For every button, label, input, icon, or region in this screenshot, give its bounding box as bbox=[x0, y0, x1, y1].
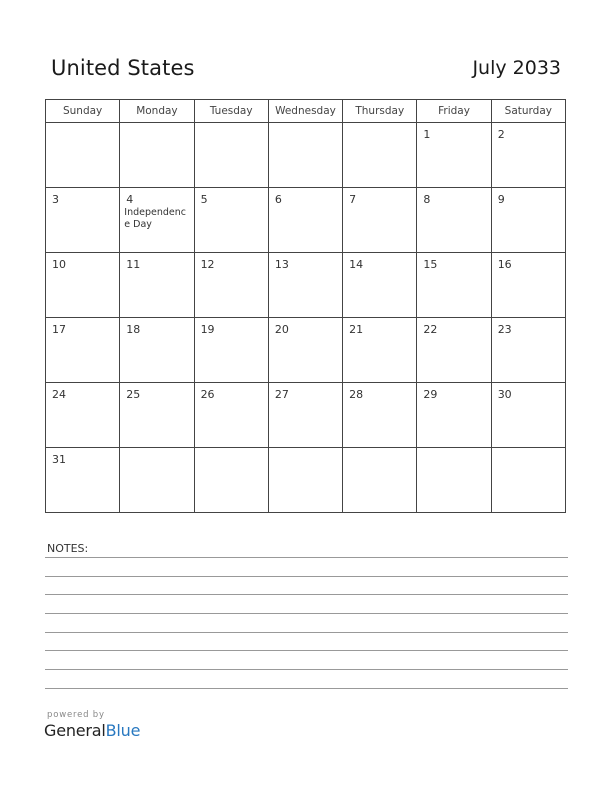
calendar-day-cell bbox=[491, 383, 565, 448]
calendar-day-cell bbox=[268, 448, 342, 513]
calendar-day-cell bbox=[46, 188, 120, 253]
day-number: 23 bbox=[497, 323, 512, 336]
calendar-day-cell bbox=[194, 318, 268, 383]
generalblue-logo[interactable] bbox=[44, 721, 140, 740]
calendar-week-row bbox=[46, 188, 566, 253]
calendar-day-cell bbox=[343, 123, 417, 188]
calendar-day-cell bbox=[268, 383, 342, 448]
day-number: 12 bbox=[200, 258, 215, 271]
calendar-week-row bbox=[46, 253, 566, 318]
calendar-day-cell bbox=[46, 448, 120, 513]
calendar-day-cell bbox=[120, 318, 194, 383]
day-number: 6 bbox=[274, 193, 282, 206]
calendar-day-cell bbox=[417, 318, 491, 383]
calendar-day-cell bbox=[46, 318, 120, 383]
calendar-day-cell bbox=[120, 188, 194, 253]
calendar-day-cell bbox=[268, 188, 342, 253]
calendar-day-cell bbox=[120, 383, 194, 448]
calendar-day-cell bbox=[194, 123, 268, 188]
calendar-day-cell bbox=[194, 253, 268, 318]
day-number: 31 bbox=[52, 453, 66, 466]
day-number: 27 bbox=[274, 388, 289, 401]
weekday-header-row bbox=[46, 100, 566, 123]
weekday-header: Sunday bbox=[46, 100, 120, 123]
calendar-day-cell bbox=[343, 253, 417, 318]
day-number: 17 bbox=[52, 323, 66, 336]
calendar-day-cell bbox=[417, 448, 491, 513]
calendar-grid bbox=[45, 99, 566, 513]
weekday-header: Monday bbox=[120, 100, 194, 123]
notes-label: NOTES: bbox=[47, 542, 89, 555]
note-line bbox=[45, 669, 568, 670]
calendar-day-cell bbox=[417, 383, 491, 448]
weekday-header: Tuesday bbox=[194, 100, 268, 123]
powered-by-label: powered by bbox=[47, 710, 105, 720]
weekday-header: Friday bbox=[417, 100, 491, 123]
calendar-day-cell bbox=[417, 253, 491, 318]
day-number: 18 bbox=[126, 323, 141, 336]
calendar-day-cell bbox=[343, 318, 417, 383]
day-number: 15 bbox=[423, 258, 438, 271]
calendar-day-cell bbox=[268, 318, 342, 383]
calendar-week-row bbox=[46, 123, 566, 188]
day-number: 13 bbox=[274, 258, 289, 271]
weekday-header: Thursday bbox=[343, 100, 417, 123]
day-number: 9 bbox=[497, 193, 505, 206]
weekday-header: Wednesday bbox=[268, 100, 342, 123]
calendar-day-cell bbox=[417, 123, 491, 188]
note-line bbox=[45, 632, 568, 633]
day-number: 25 bbox=[126, 388, 141, 401]
calendar-month-title: July 2033 bbox=[472, 57, 561, 79]
calendar-week-row bbox=[46, 318, 566, 383]
calendar-day-cell bbox=[120, 253, 194, 318]
note-line bbox=[45, 594, 568, 595]
day-number: 19 bbox=[200, 323, 215, 336]
calendar-day-cell bbox=[491, 188, 565, 253]
day-number: 3 bbox=[52, 193, 59, 206]
brand-name-part2: Blue bbox=[105, 721, 141, 740]
day-number: 14 bbox=[349, 258, 364, 271]
calendar-day-cell bbox=[491, 318, 565, 383]
day-number: 22 bbox=[423, 323, 438, 336]
day-number: 1 bbox=[423, 128, 431, 141]
calendar-day-cell bbox=[268, 253, 342, 318]
day-number: 2 bbox=[497, 128, 505, 141]
calendar-day-cell bbox=[46, 383, 120, 448]
weekday-header: Saturday bbox=[491, 100, 565, 123]
calendar-day-cell bbox=[194, 383, 268, 448]
calendar-day-cell bbox=[120, 123, 194, 188]
day-number: 30 bbox=[497, 388, 512, 401]
day-number: 24 bbox=[52, 388, 66, 401]
day-number: 29 bbox=[423, 388, 438, 401]
calendar-day-cell bbox=[491, 123, 565, 188]
calendar-body bbox=[46, 123, 566, 513]
calendar-day-cell bbox=[46, 253, 120, 318]
day-number: 4 bbox=[126, 193, 134, 206]
calendar-day-cell bbox=[417, 188, 491, 253]
calendar-day-cell bbox=[343, 383, 417, 448]
day-number: 11 bbox=[126, 258, 141, 271]
calendar-day-cell bbox=[46, 123, 120, 188]
calendar-day-cell bbox=[343, 448, 417, 513]
calendar-day-cell bbox=[268, 123, 342, 188]
day-number: 28 bbox=[349, 388, 364, 401]
calendar-week-row bbox=[46, 448, 566, 513]
holiday-label: Independence Day bbox=[124, 207, 186, 230]
note-line bbox=[45, 650, 568, 651]
note-line bbox=[45, 576, 568, 577]
day-number: 7 bbox=[349, 193, 357, 206]
note-line bbox=[45, 557, 568, 558]
day-number: 21 bbox=[349, 323, 364, 336]
calendar-day-cell bbox=[194, 448, 268, 513]
calendar-day-cell bbox=[491, 253, 565, 318]
calendar-day-cell bbox=[491, 448, 565, 513]
day-number: 16 bbox=[497, 258, 512, 271]
day-number: 8 bbox=[423, 193, 431, 206]
day-number: 5 bbox=[200, 193, 208, 206]
calendar-day-cell bbox=[194, 188, 268, 253]
calendar-week-row bbox=[46, 383, 566, 448]
day-number: 10 bbox=[52, 258, 66, 271]
day-number: 20 bbox=[274, 323, 289, 336]
calendar-country-title: United States bbox=[51, 56, 195, 80]
calendar-day-cell bbox=[120, 448, 194, 513]
note-line bbox=[45, 688, 568, 689]
brand-name-part1: General bbox=[44, 721, 106, 740]
note-line bbox=[45, 613, 568, 614]
day-number: 26 bbox=[200, 388, 215, 401]
calendar-day-cell bbox=[343, 188, 417, 253]
